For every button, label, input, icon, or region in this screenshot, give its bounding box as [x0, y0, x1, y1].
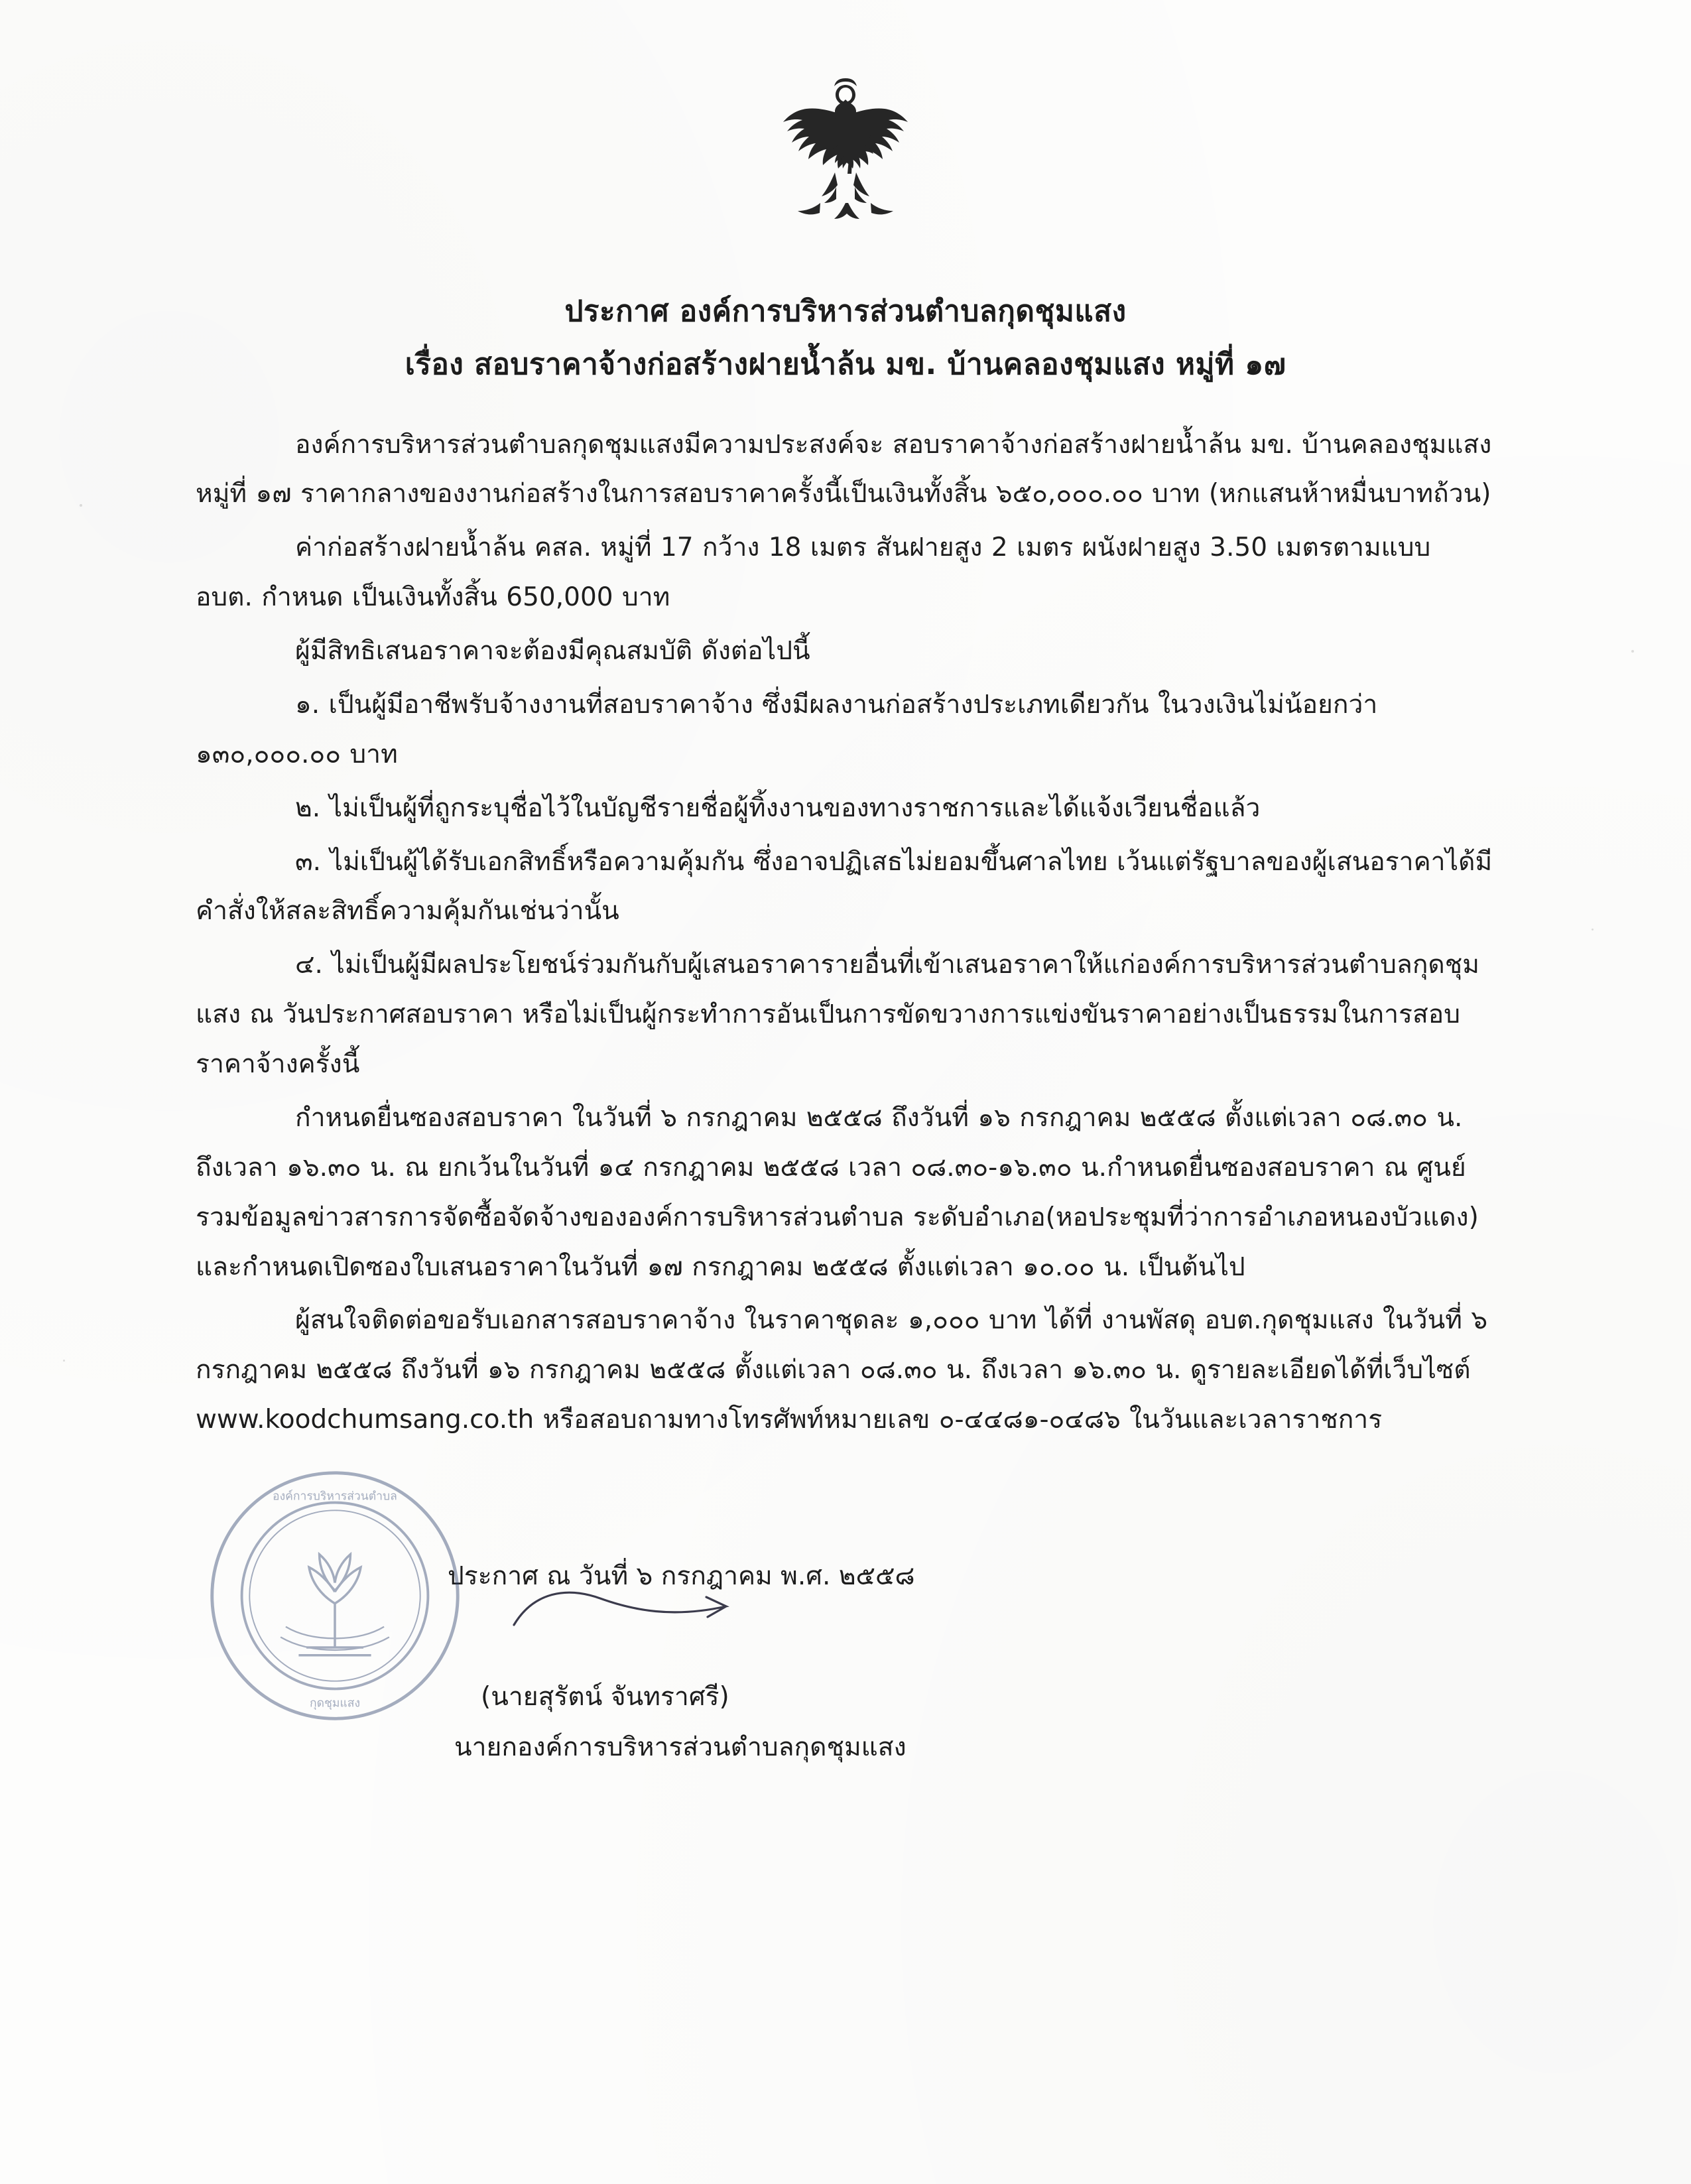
- official-round-seal: [206, 1466, 464, 1725]
- handwritten-signature: [507, 1578, 786, 1651]
- emblem-container: [0, 0, 1691, 272]
- announcement-heading-organization: ประกาศ องค์การบริหารส่วนตำบลกุดชุมแสง: [564, 294, 1127, 328]
- paragraph-qualification-2: ๒. ไม่เป็นผู้ที่ถูกระบุชื่อไว้ในบัญชีรายชื่อผู้ทิ้งงานของทางราชการและได้แจ้งเวียนชื่อแล้ว: [295, 793, 1261, 823]
- scan-speck: [63, 1360, 65, 1362]
- scan-speck: [1631, 650, 1634, 653]
- signature-area: [196, 1449, 1495, 1834]
- signer-title: นายกองค์การบริหารส่วนตำบลกุดชุมแสง: [454, 1732, 907, 1763]
- signer-name: (นายสุรัตน์ จันทราศรี): [481, 1682, 729, 1712]
- paragraph-qualification-1: ๑. เป็นผู้มีอาชีพรับจ้างงานที่สอบราคาจ้าง ซึ่งมีผลงานก่อสร้างประเภทเดียวกัน ในวงเงินไม่น้อยกว่า ๑๓๐,๐๐๐.๐๐ บาท: [196, 689, 1378, 769]
- scan-speck: [80, 504, 82, 507]
- paragraph-qualification-4: ๔. ไม่เป็นผู้มีผลประโยชน์ร่วมกันกับผู้เสนอราคารายอื่นที่เข้าเสนอราคาให้แก่องค์การบริหารส่วนตำบลกุดชุมแสง ณ วันประกาศสอบราคา หรือไม่เป็นผู้กระทำการอันเป็นการขัดขวางการแข่งขันราคาอย่างเป็นธรรมในการสอบราคาจ้างครั้งนี้: [196, 950, 1479, 1080]
- svg-text:องค์การบริหารส่วนตำบล: องค์การบริหารส่วนตำบล: [273, 1490, 397, 1504]
- paragraph-submission-schedule: กำหนดยื่นซองสอบราคา ในวันที่ ๖ กรกฎาคม ๒๕๕๘ ถึงวันที่ ๑๖ กรกฎาคม ๒๕๕๘ ตั้งแต่เวลา ๐๘.๓๐ น. ถึงเวลา ๑๖.๓๐ น. ณ ยกเว้นในวันที่ ๑๔ กรกฎาคม ๒๕๕๘ เวลา ๐๘.๓๐-๑๖.๓๐ น.กำหนดยื่นซองสอบราคา ณ ศูนย์รวมข้อมูลข่าวสารการจัดซื้อจัดจ้างขององค์การบริหารส่วนตำบล ระดับอำเภอ(หอประชุมที่ว่าการอำเภอหนองบัวแดง) และกำหนดเปิดซองใบเสนอราคาในวันที่ ๑๗ กรกฎาคม ๒๕๕๘ ตั้งแต่เวลา ๑๐.๐๐ น. เป็นต้นไป: [196, 1102, 1479, 1282]
- paragraph-qualification-3: ๓. ไม่เป็นผู้ได้รับเอกสิทธิ์หรือความคุ้มกัน ซึ่งอาจปฏิเสธไม่ยอมขึ้นศาลไทย เว้นแต่รัฐบาลของผู้เสนอราคาได้มีคำสั่งให้สละสิทธิ์ความคุ้มกันเช่นว่านั้น: [196, 846, 1493, 927]
- announcement-heading-subject: เรื่อง สอบราคาจ้างก่อสร้างฝายน้ำล้น มข. บ้านคลองชุมแสง หมู่ที่ ๑๗: [405, 347, 1286, 381]
- scan-speck: [1592, 929, 1594, 931]
- svg-text:กุดชุมแสง: กุดชุมแสง: [309, 1697, 361, 1710]
- paragraph-contact-info: ผู้สนใจติดต่อขอรับเอกสารสอบราคาจ้าง ในราคาชุดละ ๑,๐๐๐ บาท ได้ที่ งานพัสดุ อบต.กุดชุมแสง ในวันที่ ๖ กรกฎาคม ๒๕๕๘ ถึงวันที่ ๑๖ กรกฎาคม ๒๕๕๘ ตั้งแต่เวลา ๐๘.๓๐ น. ถึงเวลา ๑๖.๓๐ น. ดูรายละเอียดได้ที่เว็บไซต์ www.koodchumsang.co.th หรือสอบถามทางโทรศัพท์หมายเลข ๐-๔๔๘๑-๐๔๘๖ ในวันและเวลาราชการ: [196, 1305, 1488, 1435]
- garuda-emblem: [746, 73, 945, 272]
- paragraph-construction-detail: ค่าก่อสร้างฝายน้ำล้น คสล. หมู่ที่ 17 กว้าง 18 เมตร สันฝายสูง 2 เมตร ผนังฝายสูง 3.50 เมตรตามแบบ อบต. กำหนด เป็นเงินทั้งสิ้น 650,000 บาท: [196, 533, 1431, 613]
- announcement-body: [196, 386, 1495, 1446]
- paragraph-intro: องค์การบริหารส่วนตำบลกุดชุมแสงมีความประสงค์จะ สอบราคาจ้างก่อสร้างฝายน้ำล้น มข. บ้านคลองชุมแสง หมู่ที่ ๑๗ ราคากลางของงานก่อสร้างในการสอบราคาครั้งนี้เป็นเงินทั้งสิ้น ๖๕๐,๐๐๐.๐๐ บาท (หกแสนห้าหมื่นบาทถ้วน): [196, 429, 1492, 509]
- announcement-date: ประกาศ ณ วันที่ ๖ กรกฎาคม พ.ศ. ๒๕๕๘: [448, 1561, 915, 1592]
- paragraph-qualification-header: ผู้มีสิทธิเสนอราคาจะต้องมีคุณสมบัติ ดังต่อไปนี้: [295, 636, 810, 667]
